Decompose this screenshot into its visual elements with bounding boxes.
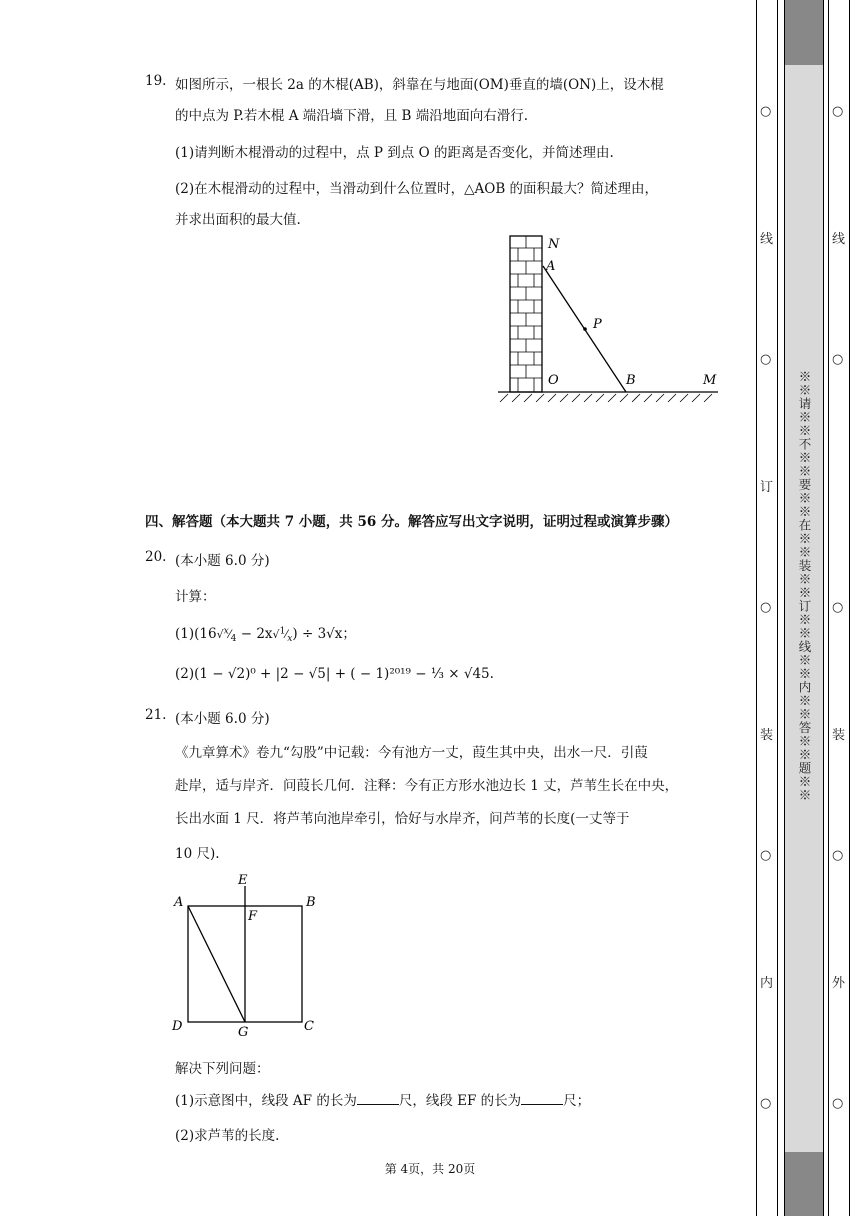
q19-line1: 如图所示，一根长 2a 的木棍(AB)，斜靠在与地面(OM)垂直的墙(ON)上，设木棍 — [175, 77, 664, 93]
q21-line3: 长出水面 1 尺．将芦苇向池岸牵引，恰好与水岸齐，问芦苇的长度(一丈等于 — [175, 811, 630, 827]
q21-part1-c: 尺； — [563, 1093, 591, 1109]
outer-mark-4: 装 — [832, 728, 846, 743]
q19-part2: (2)在木棍滑动的过程中，当滑动到什么位置时，△AOB 的面积最大？简述理由， — [175, 181, 659, 197]
label-p: P — [593, 317, 602, 332]
inner-mark-7: 内 — [760, 976, 774, 991]
q20-part1-end: ) ÷ 3√x； — [292, 626, 356, 642]
inner-mark-1: 线 — [760, 232, 774, 247]
reed-pulled-line — [188, 906, 245, 1022]
q21-part1 — [175, 1089, 735, 1109]
q21-line2: 赴岸，适与岸齐．问葭长几何．注释：今有正方形水池边长 1 丈，芦苇生长在中央， — [175, 778, 679, 794]
q21-number: 21. — [145, 707, 167, 723]
label-a: A — [546, 259, 556, 274]
q21-figure — [168, 870, 328, 1040]
strip-top-block — [785, 0, 823, 65]
q20-part2: (2)(1 − √2)⁰ + |2 − √5| + ( − 1)²⁰¹⁹ − ⅓ × √45. — [175, 666, 494, 682]
outer-mark-6: 外 — [832, 976, 846, 991]
q19-number: 19. — [145, 73, 167, 89]
q19-line2: 的中点为 P.若木棍 A 端沿墙下滑，且 B 端沿地面向右滑行. — [175, 108, 529, 124]
ground-hatch — [500, 394, 712, 402]
q20-part1: $(1)(16√^x⁄_4$ − $2x√^1⁄_x) \div 3√x$； — [175, 625, 356, 645]
outer-mark-3: ○ — [832, 848, 844, 863]
inner-mark-5: 装 — [760, 728, 774, 743]
outer-mark-2: ○ — [832, 352, 844, 367]
inner-mark-8: ○ — [760, 1096, 772, 1111]
inner-mark-0: ○ — [760, 104, 772, 119]
label-m: M — [703, 373, 717, 388]
label-d: D — [172, 1019, 183, 1034]
q19-part2b: 并求出面积的最大值. — [175, 212, 301, 228]
blank-ef[interactable] — [521, 1092, 563, 1105]
q21-line1: 《九章算术》卷九“勾股”中记载：今有池方一丈，葭生其中央，出水一尺．引葭 — [175, 745, 648, 761]
q19-part1: (1)请判断木棍滑动的过程中，点 P 到点 O 的距离是否变化，并简述理由. — [175, 145, 614, 161]
label-b2: B — [306, 895, 316, 910]
strip-bottom-block — [785, 1152, 823, 1216]
q20-number: 20. — [145, 549, 167, 565]
label-o: O — [548, 373, 559, 388]
strip-warning-text: ※※请※※不※※要※※在※※装※※订※※线※※内※※答※※题※※ — [797, 370, 812, 802]
outer-mark-1: 线 — [832, 232, 846, 247]
section-4-title: 四、解答题（本大题共 7 小题，共 56 分。解答应写出文字说明，证明过程或演算步骤） — [145, 514, 678, 530]
label-b: B — [626, 373, 636, 388]
q19-figure — [490, 228, 730, 408]
q20-score: (本小题 6.0 分) — [175, 553, 270, 569]
binding-strip — [784, 0, 824, 1216]
outer-mark-7: ○ — [832, 1096, 844, 1111]
inner-mark-3: 订 — [760, 480, 774, 495]
q21-solve: 解决下列问题： — [175, 1061, 270, 1077]
inner-mark-4: ○ — [760, 600, 772, 615]
blank-af[interactable] — [357, 1092, 399, 1105]
page-footer: 第 4页，共 20页 — [384, 1162, 476, 1176]
outer-mark-0: ○ — [832, 104, 844, 119]
label-n: N — [548, 237, 560, 252]
point-p — [583, 327, 587, 331]
q21-part2: (2)求芦苇的长度. — [175, 1128, 280, 1144]
q21-part1-b: 尺，线段 EF 的长为 — [398, 1093, 522, 1109]
q21-part1-a: (1)示意图中，线段 AF 的长为 — [175, 1093, 357, 1109]
label-g: G — [238, 1025, 249, 1040]
label-a2: A — [174, 895, 184, 910]
inner-mark-2: ○ — [760, 352, 772, 367]
q20-part1-mid: − 2x — [236, 626, 273, 642]
inner-mark-6: ○ — [760, 848, 772, 863]
q20-intro: 计算： — [175, 589, 216, 605]
q21-score: (本小题 6.0 分) — [175, 711, 270, 727]
q20-part1-prefix: (1)(16 — [175, 626, 217, 642]
label-f: F — [248, 909, 258, 924]
label-c: C — [304, 1019, 314, 1034]
outer-mark-5: ○ — [832, 600, 844, 615]
q21-line4: 10 尺). — [175, 846, 220, 862]
label-e: E — [238, 873, 248, 888]
